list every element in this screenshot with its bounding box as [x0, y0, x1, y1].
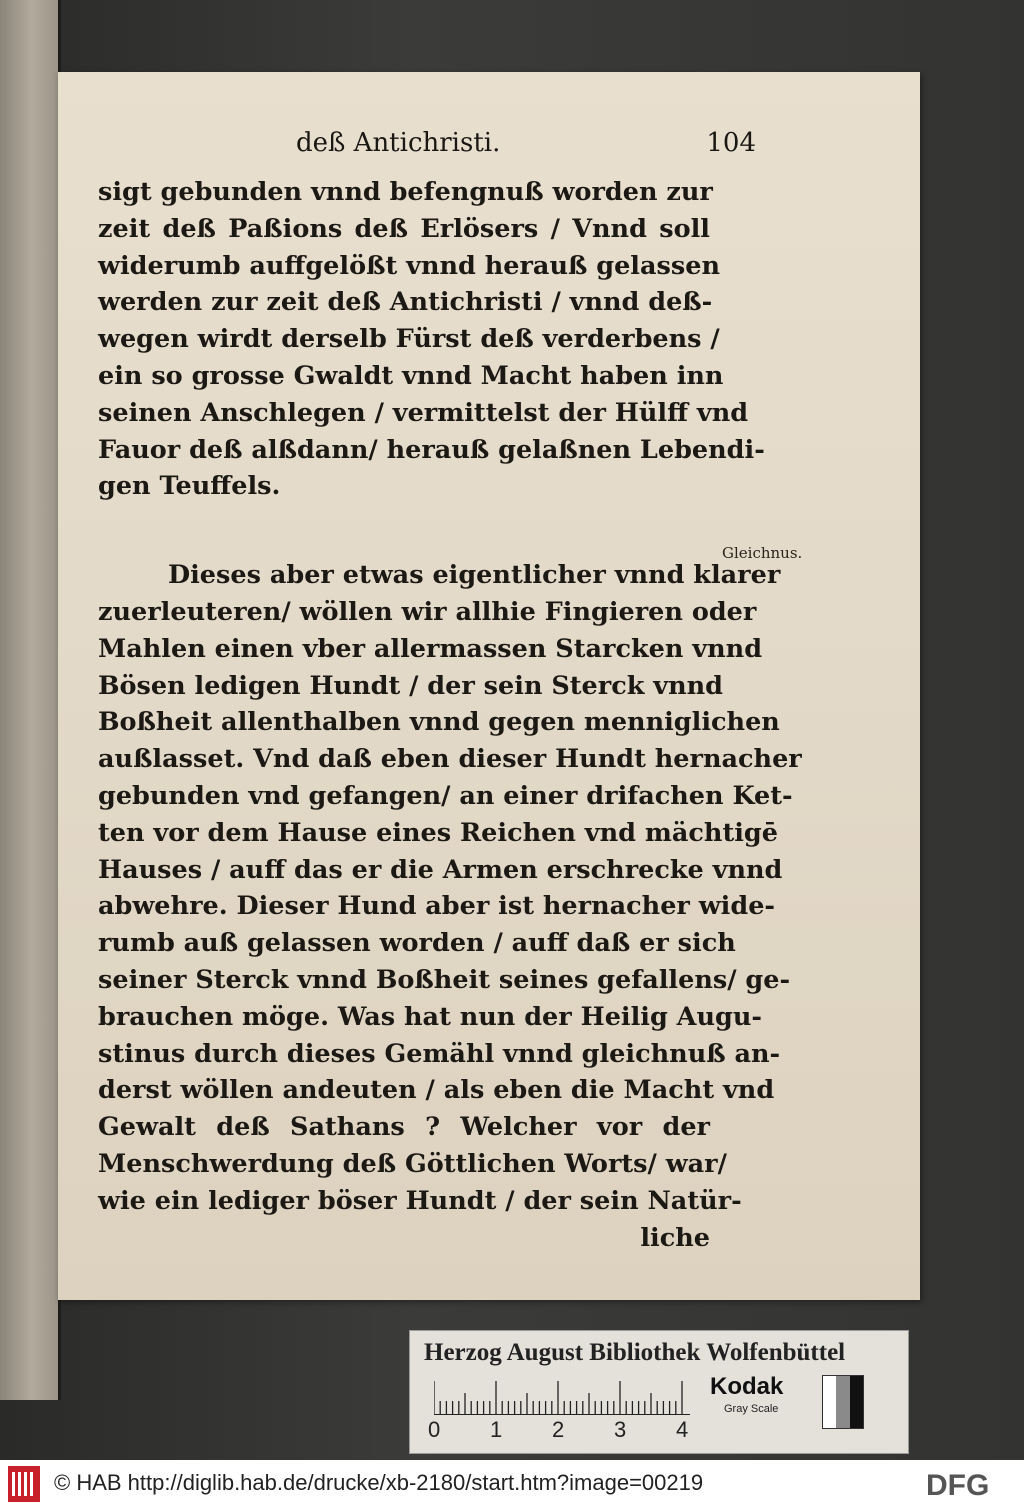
marginal-note: Gleichnus.	[722, 544, 803, 562]
kodak-logo: Kodak	[710, 1373, 784, 1400]
text-line: werden zur zeit deß Antichristi / vnnd deß-	[98, 287, 713, 318]
scale-label: 3	[614, 1417, 627, 1442]
previous-page-edge	[0, 0, 61, 1400]
page-number: 104	[706, 128, 756, 158]
text-line: wie ein lediger böser Hundt / der sein Natür-	[98, 1185, 742, 1216]
text-line: zeit deß Paßions deß Erlösers / Vnnd soll	[98, 213, 710, 244]
catchword: liche	[640, 1222, 710, 1253]
footer-bar	[0, 1460, 1024, 1508]
running-title: deß Antichristi.	[296, 128, 501, 158]
svg-text:DFG: DFG	[926, 1469, 990, 1500]
gray-patch	[823, 1376, 836, 1428]
gray-scale-label: Gray Scale	[724, 1403, 779, 1415]
text-line: Boßheit allenthalben vnnd gegen menniglichen	[98, 707, 780, 738]
text-line: Hauses / auff das er die Armen erschrecke vnnd	[98, 854, 783, 885]
text-line: sigt gebunden vnnd befengnuß worden zur	[98, 177, 713, 207]
text-line: Gewalt deß Sathans ? Welcher vor der	[98, 1112, 710, 1143]
text-line: ein so grosse Gwaldt vnnd Macht haben inn	[98, 360, 724, 391]
text-line: Fauor deß alßdann/ herauß gelaßnen Lebendi-	[98, 434, 765, 465]
book-page	[58, 72, 920, 1300]
gray-patch	[850, 1376, 863, 1428]
text-line: seiner Sterck vnnd Boßheit seines gefallens/ ge-	[98, 964, 791, 995]
text-line: Dieses aber etwas eigentlicher vnnd klarer	[168, 560, 781, 591]
text-line: seinen Anschlegen / vermittelst der Hülff vnd	[98, 397, 749, 428]
scale-label: 0	[428, 1417, 441, 1442]
text-line: rumb auß gelassen worden / auff daß er sich	[98, 928, 736, 959]
scale-ruler	[434, 1379, 690, 1415]
color-target-card	[409, 1330, 909, 1454]
text-line: Bösen ledigen Hundt / der sein Sterck vnnd	[98, 670, 724, 701]
scale-label: 4	[676, 1417, 689, 1442]
library-title: Herzog August Bibliothek Wolfenbüttel	[424, 1339, 846, 1366]
dfg-logo-icon	[924, 1468, 1016, 1500]
paragraph-gap	[98, 505, 710, 557]
scale-label: 1	[490, 1417, 503, 1442]
text-line: außlasset. Vnd daß eben dieser Hundt hernacher	[98, 744, 802, 775]
text-line: gen Teuffels.	[98, 471, 281, 502]
text-line: stinus durch dieses Gemähl vnnd gleichnuß an-	[98, 1038, 781, 1069]
source-url-link[interactable]: © HAB http://diglib.hab.de/drucke/xb-2180/start.htm?image=00219	[54, 1470, 704, 1495]
scale-label: 2	[552, 1417, 565, 1442]
page-header	[296, 128, 756, 172]
text-line: brauchen möge. Was hat nun der Heilig Augu-	[98, 1001, 762, 1032]
text-line: widerumb auffgelößt vnnd herauß gelassen	[98, 250, 720, 281]
gray-patch	[836, 1376, 849, 1428]
text-line: abwehre. Dieser Hund aber ist hernacher wide-	[98, 891, 776, 922]
text-line: Mahlen einen vber allermassen Starcken vnnd	[98, 633, 763, 664]
text-line: gebunden vnd gefangen/ an einer drifachen Ket-	[98, 780, 793, 811]
text-line: wegen wirdt derselb Fürst deß verderbens /	[98, 324, 720, 355]
text-line: ten vor dem Hause eines Reichen vnd mächtigē	[98, 817, 778, 848]
hab-logo-icon	[8, 1466, 40, 1502]
text-line: Menschwerdung deß Göttlichen Worts/ war/	[98, 1148, 727, 1179]
scale-labels	[428, 1417, 698, 1445]
text-line: zuerleuteren/ wöllen wir allhie Fingieren oder	[98, 596, 757, 627]
gray-scale-patches	[822, 1375, 864, 1429]
text-line: derst wöllen andeuten / als eben die Macht vnd	[98, 1075, 775, 1106]
